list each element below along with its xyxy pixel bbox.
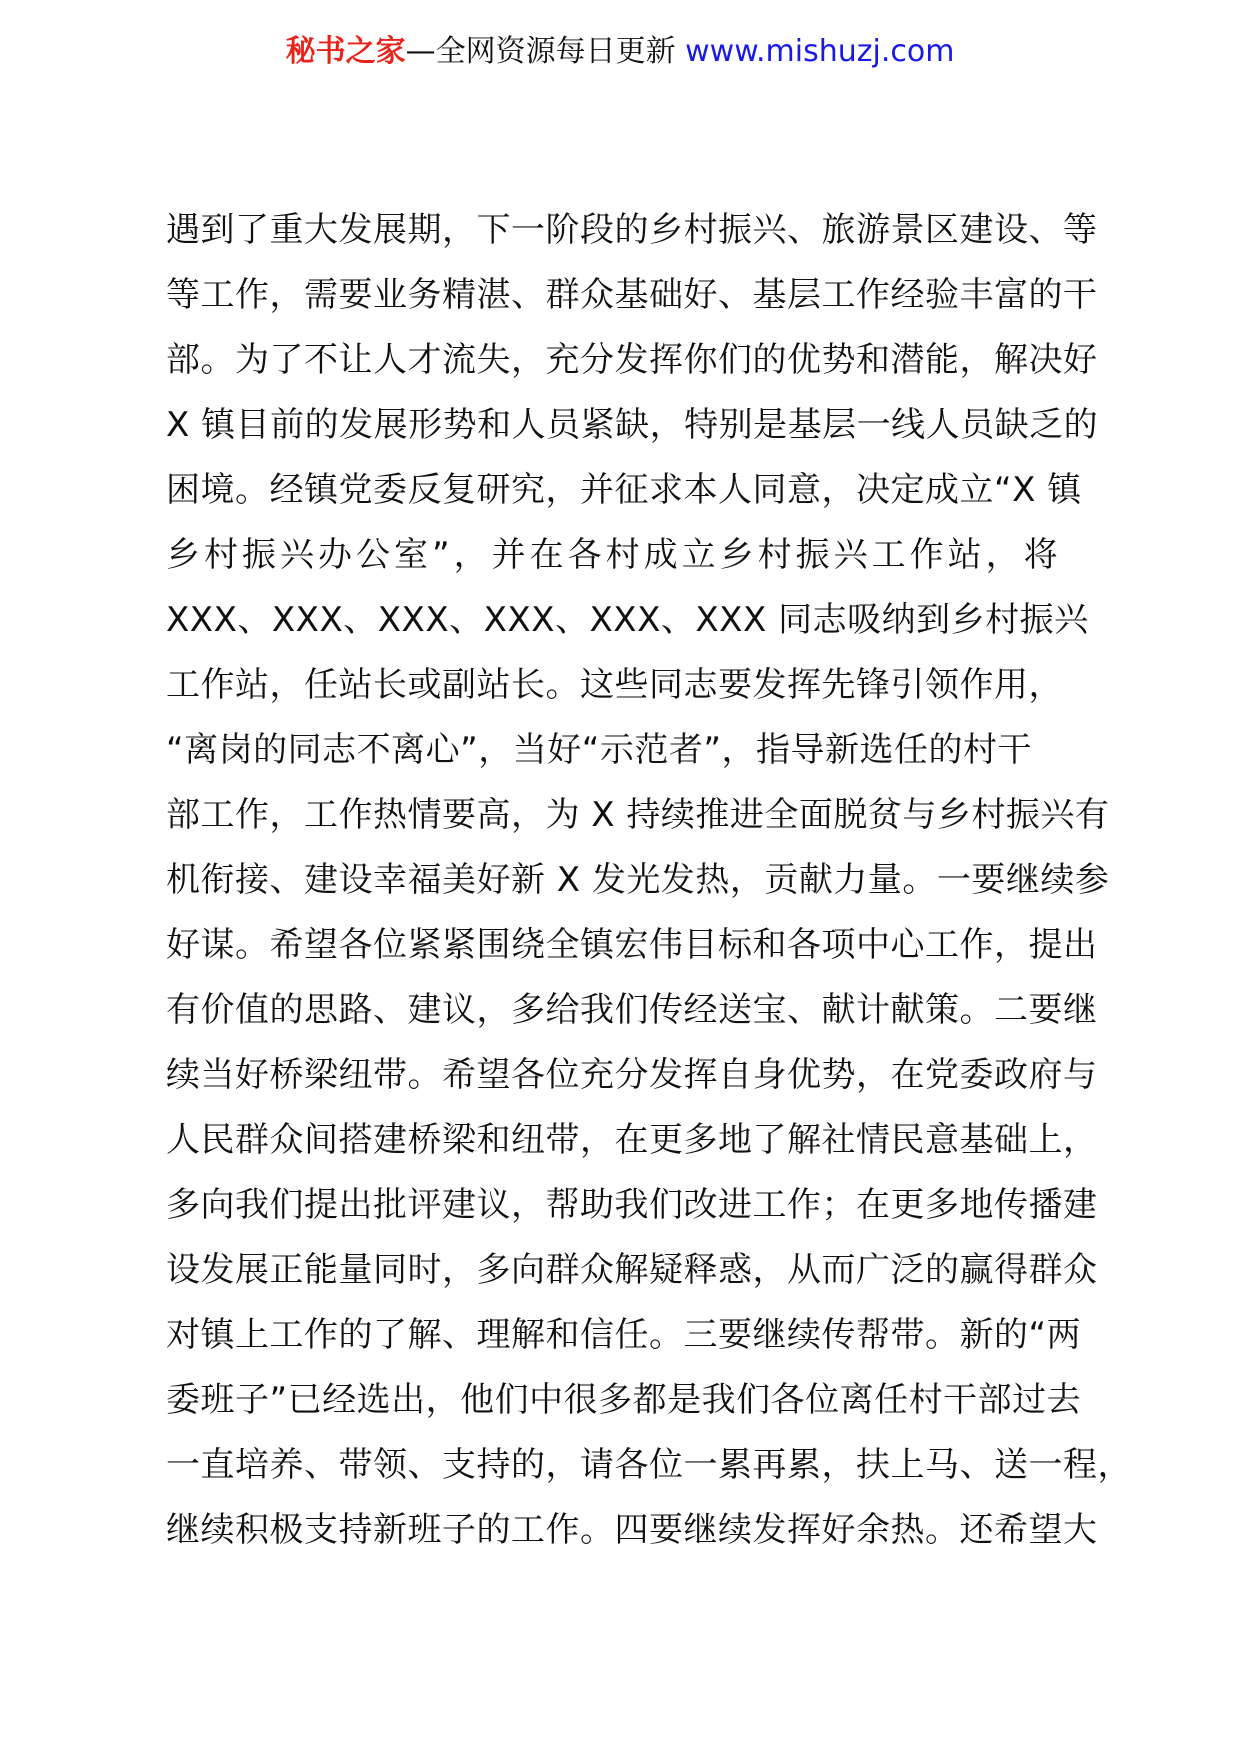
body-line: 困境。经镇党委反复研究，并征求本人同意，决定成立“X 镇 — [166, 470, 1082, 510]
body-line: 人民群众间搭建桥梁和纽带，在更多地了解社情民意基础上， — [166, 1120, 1098, 1160]
body-line: 一直培养、带领、支持的，请各位一累再累，扶上马、送一程， — [166, 1445, 1132, 1485]
body-line: 续当好桥梁纽带。希望各位充分发挥自身优势，在党委政府与 — [166, 1055, 1098, 1095]
body-line: XXX、XXX、XXX、XXX、XXX、XXX 同志吸纳到乡村振兴 — [166, 600, 1089, 640]
body-line: 继续积极支持新班子的工作。四要继续发挥好余热。还希望大 — [166, 1510, 1098, 1550]
body-line: 好谋。希望各位紧紧围绕全镇宏伟目标和各项中心工作，提出 — [166, 925, 1098, 965]
body-line: 有价值的思路、建议，多给我们传经送宝、献计献策。二要继 — [166, 990, 1098, 1030]
body-line: “离岗的同志不离心”，当好“示范者”，指导新选任的村干 — [166, 730, 1032, 770]
header-url-link[interactable]: www.mishuzj.com — [685, 34, 955, 69]
header-tagline: —全网资源每日更新 — [405, 34, 676, 69]
body-line: 机衔接、建设幸福美好新 X 发光发热，贡献力量。一要继续参 — [166, 860, 1110, 900]
page-header — [0, 30, 1240, 74]
brand-name: 秘书之家 — [285, 34, 406, 69]
body-line: 部工作，工作热情要高，为 X 持续推进全面脱贫与乡村振兴有 — [166, 795, 1110, 835]
body-line: 设发展正能量同时，多向群众解疑释惑，从而广泛的赢得群众 — [166, 1250, 1098, 1290]
body-line: 遇到了重大发展期，下一阶段的乡村振兴、旅游景区建设、等 — [166, 210, 1098, 250]
body-line: X 镇目前的发展形势和人员紧缺，特别是基层一线人员缺乏的 — [166, 405, 1099, 445]
body-line: 部。为了不让人才流失，充分发挥你们的优势和潜能，解决好 — [166, 340, 1098, 380]
document-body — [166, 198, 1132, 1563]
body-line: 等工作，需要业务精湛、群众基础好、基层工作经验丰富的干 — [166, 275, 1098, 315]
body-line: 工作站，任站长或副站长。这些同志要发挥先锋引领作用， — [166, 665, 1063, 705]
body-line: 多向我们提出批评建议，帮助我们改进工作；在更多地传播建 — [166, 1185, 1098, 1225]
body-line: 委班子”已经选出，他们中很多都是我们各位离任村干部过去 — [166, 1380, 1082, 1420]
body-line: 对镇上工作的了解、理解和信任。三要继续传帮带。新的“两 — [166, 1315, 1082, 1355]
body-line: 乡村振兴办公室”，并在各村成立乡村振兴工作站，将 — [166, 535, 1062, 575]
